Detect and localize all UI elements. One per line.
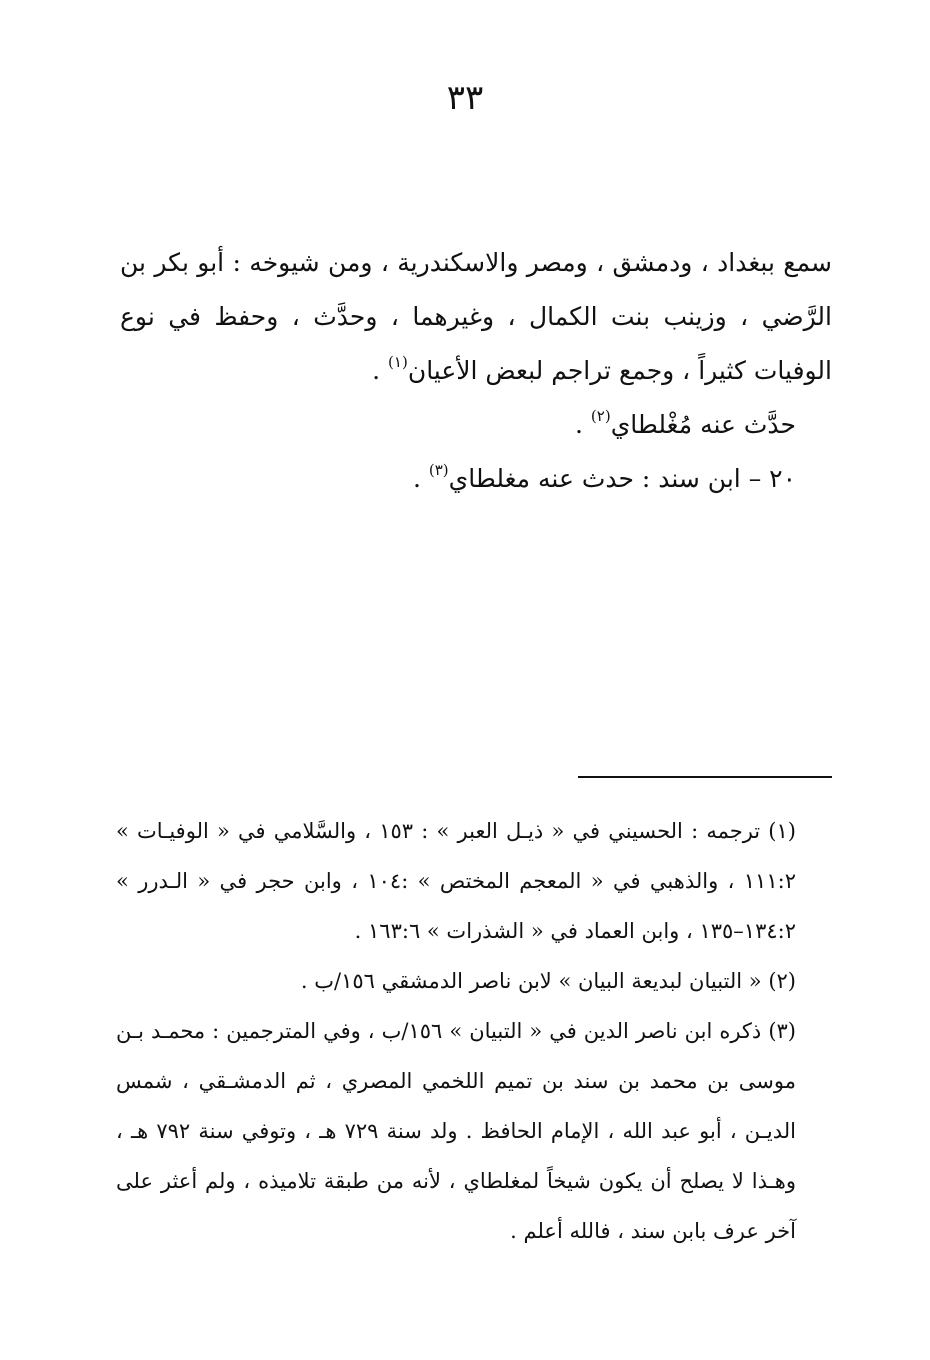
- main-text: [120, 236, 832, 506]
- footnote-1: (١) ترجمه : الحسيني في « ذيـل العبر » : ١٥٣ ، والسَّلامي في « الوفيـات » ١١١:٢ ، والذهبي في « المعجم المختص » :١٠٤ ، وابن حجر في « الـدرر » ١٣٤:٢–١٣٥ ، وابن العماد في « الشذرات » ١٦٣:٦ .: [116, 819, 796, 943]
- footnote-3: (٣) ذكره ابن ناصر الدين في « التبيان » ١٥٦/ب ، وفي المترجمين : محمـد بـن موسى بن محمد بن سند بن تميم اللخمي المصري ، ثم الدمشـقي ، شمس الديـن ، أبو عبد الله ، الإمام الحافظ . ولد سنة ٧٢٩ هـ ، وتوفي سنة ٧٩٢ هـ ، وهـذا لا يصلح أن يكون شيخاً لمغلطاي ، لأنه من طبقة تلاميذه ، ولم أعثر على آخر عرف بابن سند ، فالله أعلم .: [116, 1019, 796, 1243]
- footnote-ref-3: (٣): [428, 461, 449, 479]
- paragraph-1: [120, 236, 832, 398]
- footnotes: [116, 806, 832, 1256]
- footnote-ref-2: (٢): [590, 407, 611, 425]
- paragraph-2-text: حدَّث عنه مُغْلطاي: [610, 410, 796, 439]
- paragraph-2-end: .: [575, 410, 591, 439]
- paragraph-1-end: .: [372, 356, 389, 385]
- footnote-ref-1: (١): [388, 353, 408, 371]
- entry-20: [120, 452, 832, 506]
- paragraph-2: [120, 398, 832, 452]
- footnote-2: (٢) « التبيان لبديعة البيان » لابن ناصر الدمشقي ١٥٦/ب .: [300, 969, 796, 993]
- footnote-separator: [578, 776, 832, 778]
- entry-20-text: ٢٠ – ابن سند : حدث عنه مغلطاي: [448, 464, 796, 493]
- entry-20-end: .: [412, 464, 429, 493]
- paragraph-1-text: سمع ببغداد ، ودمشق ، ومصر والاسكندرية ، ومن شيوخه : أبو بكر بن الرَّضي ، وزينب بنت الكمال ، وغيرهما ، وحدَّث ، وحفظ في نوع الوفيات كثيراً ، وجمع تراجم لبعض الأعيان: [120, 248, 832, 385]
- page-number: ٣٣: [446, 78, 484, 118]
